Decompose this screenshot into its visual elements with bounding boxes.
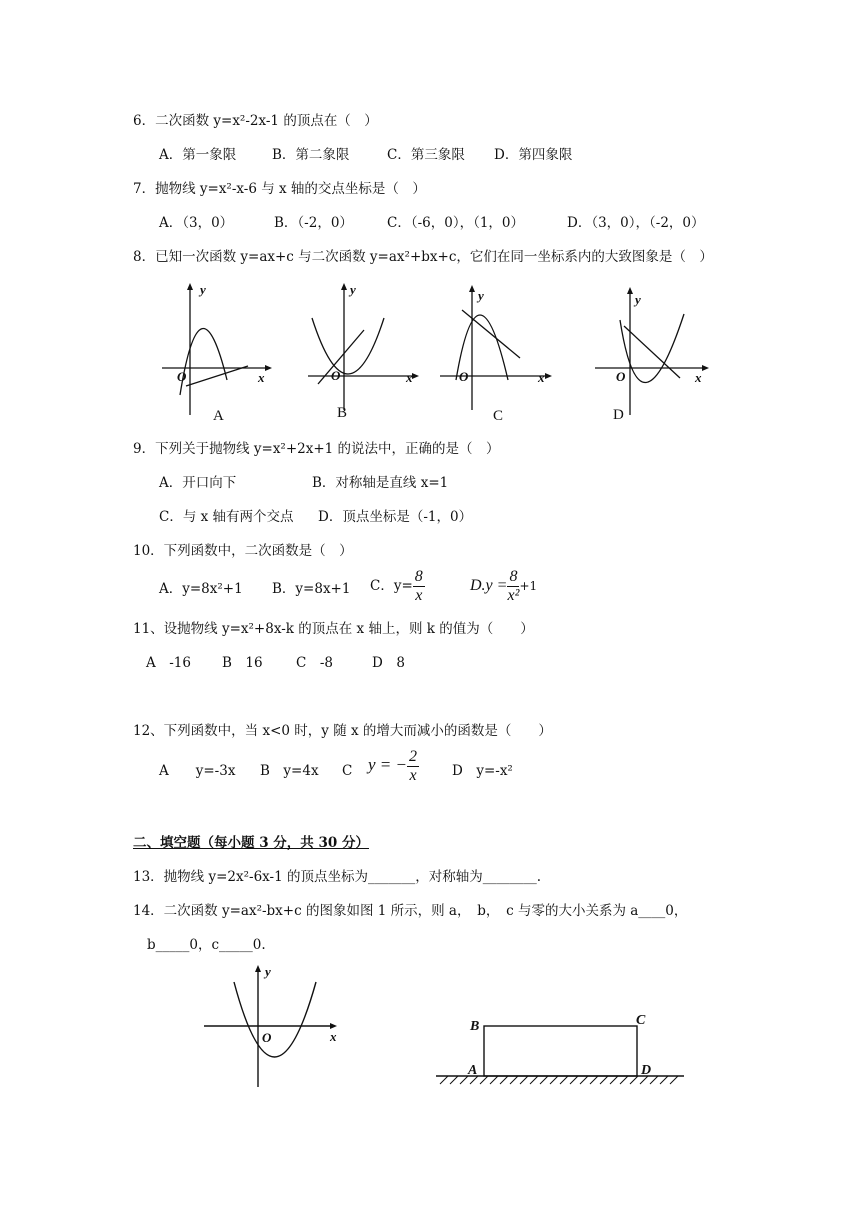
q10-option-c-num: 8: [414, 568, 423, 585]
q10-option-b: B．y=8x+1: [272, 581, 351, 597]
q9-option-a: A．开口向下: [159, 475, 237, 491]
graph-d-x-label: x: [695, 370, 702, 385]
graph-b-x-label: x: [406, 370, 413, 385]
q12-option-c: [368, 748, 419, 785]
q10-option-d-fraction: [507, 568, 519, 605]
graph-c-line: [462, 310, 520, 358]
q6-option-b: B．第二象限: [272, 147, 350, 163]
q7-option-d: D．（3，0），（-2，0）: [567, 215, 705, 231]
q13-stem: 13．抛物线 y=2x²-6x-1 的顶点坐标为_______，对称轴为________.: [133, 869, 542, 885]
q9-stem: 9．下列关于抛物线 y=x²+2x+1 的说法中，正确的是（ ）: [133, 441, 500, 457]
rectangle-abcd: [484, 1026, 637, 1076]
q12-option-c-expr: y = −: [368, 755, 407, 774]
fig1-y-arrow: [255, 965, 261, 972]
q10-option-a: A．y=8x²+1: [159, 581, 243, 597]
q14-line-1: 14．二次函数 y=ax²-bx+c 的图象如图 1 所示，则 a， b， c 与零的大小关系为 a____0，: [133, 903, 688, 919]
q12-option-d: D y=-x²: [452, 763, 513, 779]
graph-b-label: B: [337, 405, 348, 421]
graph-d-y-label: y: [635, 292, 641, 307]
q7-option-c: C．（-6，0），（1，0）: [387, 215, 524, 231]
rect-label-d: D: [641, 1063, 652, 1078]
q12-option-c-fraction: [407, 748, 419, 785]
graph-c-x-arrow: [545, 373, 552, 379]
q11-option-b: B 16: [222, 655, 263, 671]
graph-d-label: D: [613, 407, 624, 423]
rectangle-figure: [430, 1008, 690, 1088]
q7-option-a: A．（3，0）: [159, 215, 234, 231]
graph-b-y-label: y: [350, 282, 356, 297]
q10-option-d: [470, 568, 537, 605]
graph-a-label: A: [213, 408, 224, 424]
q10-option-c-prefix: C．y=: [370, 578, 413, 594]
rect-label-c: C: [636, 1013, 646, 1028]
graph-a-x-label: x: [258, 370, 265, 385]
fig1-parabola: [234, 982, 316, 1057]
q9-option-d: D．顶点坐标是（-1，0）: [318, 509, 473, 525]
q10-option-c-fraction: [413, 568, 425, 605]
q12-option-b: B y=4x: [260, 763, 319, 779]
q9-option-b: B．对称轴是直线 x=1: [312, 475, 449, 491]
graph-d-y-arrow: [627, 287, 633, 294]
q6-option-a: A．第一象限: [159, 147, 237, 163]
figure-1-parabola-graph: [200, 962, 350, 1092]
q10-option-d-num: 8: [509, 568, 518, 585]
graph-a-y-arrow: [187, 283, 193, 290]
q6-option-d: D．第四象限: [494, 147, 573, 163]
q6-stem: 6．二次函数 y=x²-2x-1 的顶点在（ ）: [133, 113, 378, 129]
q12-stem: 12、下列函数中，当 x<0 时，y 随 x 的增大而减小的函数是（ ）: [133, 723, 552, 739]
fig1-origin: O: [262, 1030, 272, 1045]
graph-a-origin: O: [177, 369, 187, 384]
q10-stem: 10．下列函数中，二次函数是（ ）: [133, 543, 353, 559]
q11-option-c: C -8: [296, 655, 333, 671]
q10-option-c-den: x: [415, 587, 423, 604]
graph-c-x-label: x: [538, 370, 545, 385]
graph-b-y-arrow: [341, 283, 347, 290]
q10-option-d-prefix: D.y =: [470, 577, 508, 594]
q12-option-c-num: 2: [409, 748, 417, 765]
q11-option-d: D 8: [372, 655, 405, 671]
graph-c-label: C: [493, 408, 504, 424]
graph-d-x-arrow: [702, 365, 709, 371]
q9-option-c: C．与 x 轴有两个交点: [159, 509, 294, 525]
q7-stem: 7．抛物线 y=x²-x-6 与 x 轴的交点坐标是（ ）: [133, 181, 426, 197]
q11-stem: 11、设抛物线 y=x²+8x-k 的顶点在 x 轴上，则 k 的值为（ ）: [133, 621, 534, 637]
q12-option-c-den: x: [409, 767, 417, 784]
rect-label-b: B: [470, 1019, 480, 1034]
section-title-fill-in: 二、填空题（每小题 3 分，共 30 分）: [133, 835, 369, 851]
fig1-x-label: x: [330, 1029, 337, 1044]
graph-a-line: [186, 366, 248, 386]
q6-option-c: C．第三象限: [387, 147, 465, 163]
graph-b-x-arrow: [412, 373, 419, 379]
graph-c-origin: O: [459, 369, 469, 384]
q8-graphs: [150, 280, 730, 430]
q10-option-d-suffix: +1: [519, 579, 538, 593]
graph-c-y-label: y: [478, 288, 484, 303]
q12-option-c-prefix: C: [342, 763, 353, 779]
graph-a-x-arrow: [265, 365, 272, 371]
q7-option-b: B．（-2，0）: [274, 215, 353, 231]
q14-line-2: b_____0，c_____0.: [147, 937, 266, 953]
graph-a-y-label: y: [200, 282, 206, 297]
fig1-y-label: y: [265, 964, 271, 979]
q11-option-a: A -16: [146, 655, 191, 671]
q10-option-d-den: x²: [507, 587, 520, 604]
q8-stem: 8．已知一次函数 y=ax+c 与二次函数 y=ax²+bx+c，它们在同一坐标系内的大致图象是（ ）: [133, 249, 713, 265]
graph-c-y-arrow: [469, 285, 475, 292]
graph-b-parabola: [312, 318, 384, 374]
rect-label-a: A: [468, 1063, 478, 1078]
q10-option-c: [370, 568, 425, 605]
graph-b-origin: O: [331, 368, 341, 383]
graph-d-origin: O: [616, 369, 626, 384]
q12-option-a: A y=-3x: [159, 763, 236, 779]
